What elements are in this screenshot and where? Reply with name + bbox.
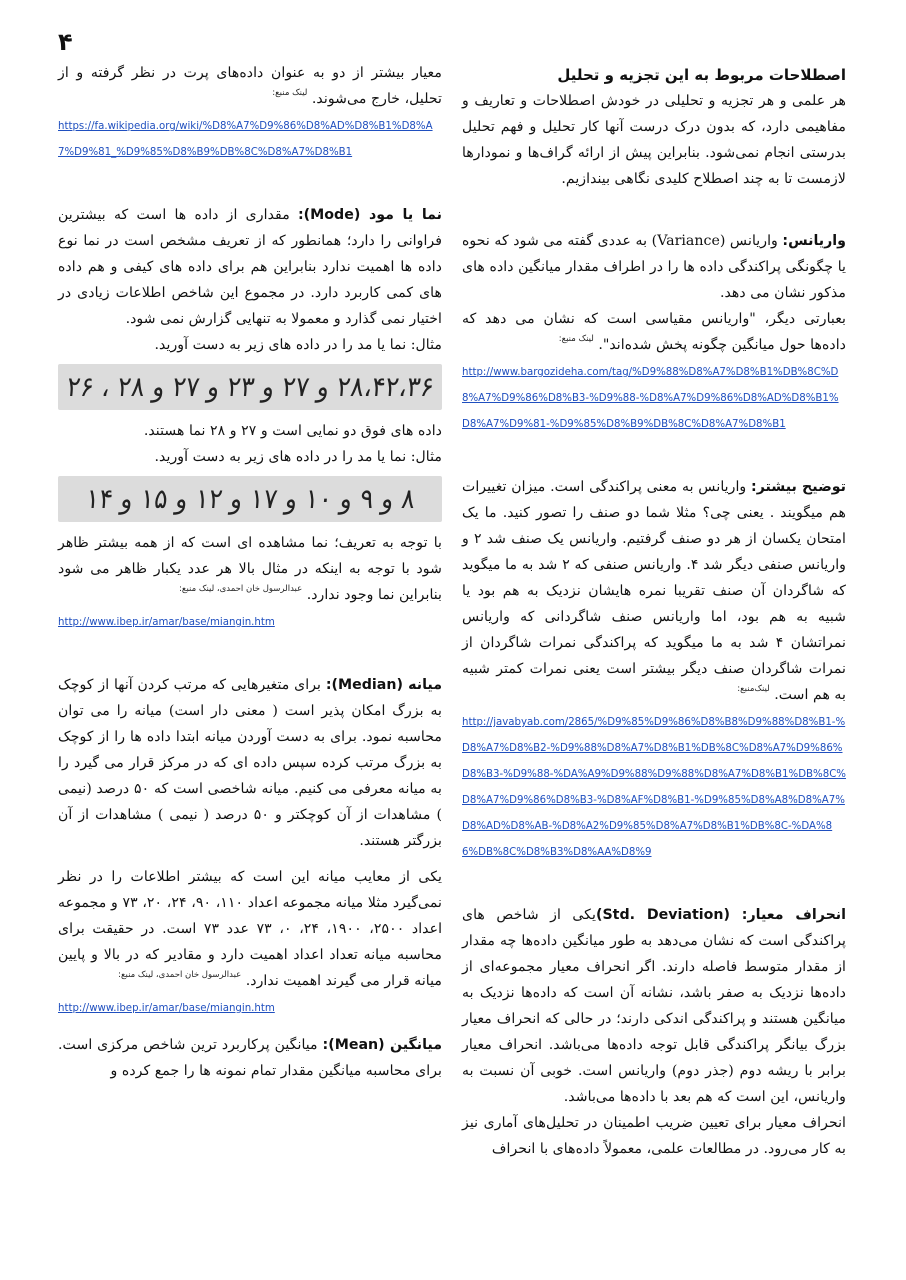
- handwritten-example-1: [58, 364, 442, 410]
- std-term: انحراف معیار:: [741, 907, 846, 923]
- mode-example-2: مثال: نما یا مد را در داده های زیر به دست آورید.: [154, 449, 442, 465]
- handwritten-numbers-1: ۲۸،۴۲،۳۶ و ۲۷ و ۲۳ و ۲۷ و ۲۸ ، ۲۶: [64, 370, 436, 403]
- variance-paragraph-2: [462, 306, 846, 360]
- std-term-en: (Std. Deviation): [595, 907, 742, 923]
- median-source-link[interactable]: http://www.ibep.ir/amar/base/miangin.htm: [58, 1003, 275, 1014]
- left-column: [58, 60, 442, 1084]
- continued-paragraph: [58, 60, 442, 114]
- source-label: لینک منبع:: [272, 88, 308, 98]
- median-paragraph: [58, 672, 442, 854]
- variance-source-link[interactable]: http://www.bargozideha.com/tag/%D9%88%D8%A7%D8%B1%DB%8C%D8%A7%D9%86%D8%B3-%D9%88-%D8%A7%D9%86%D8%AD%D8%B1%D8%A7%D9%81-%D9%85%D8%B9%DB%8C%D8%A7%D8%B1: [462, 367, 839, 430]
- mode-text: مقداری از داده ها است که بیشترین فراوانی را دارد؛ همانطور که از تعریف مشخص است در نما نوع داده ها اهمیت ندارد بنابراین هم برای داده های کیفی و هم داده های کمی کاربرد دارد. در مجموع این شاخص اطلاعات زیادی در اختیار نمی گذارد و معمولا به تنهایی گزارش نمی شود.: [58, 207, 442, 327]
- median-text: برای متغیرهایی که مرتب کردن آنها از کوچک به بزرگ امکان پذیر است ( معنی دار است) میانه را می توان محاسبه نمود. برای به دست آوردن میانه ابتدا داده ها را از کوچک به بزرگ مرتب کرده سپس داده ای که در مرکز قرار می گیرد را به میانه معرفی می کنیم. میانه شاخصی است که ۵۰ درصد (نیمی ) مشاهدات از آن کوچکتر و ۵۰ درصد ( نیمی ) مشاهدات از آن بزرگتر هستند.: [58, 677, 442, 849]
- source-label: لینک منبع:: [558, 334, 594, 344]
- mode-result-1: داده های فوق دو نمایی است و ۲۷ و ۲۸ نما هستند.: [143, 423, 442, 439]
- right-column: [462, 62, 846, 1162]
- explain-text: واریانس به معنی پراکندگی است. میزان تغییرات هم میگویند . یعنی چی؟ مثلا شما دو صنف را تصور کنید. ما یک امتحان یکسان از هر دو صنف گرفتیم. واریانس یک صنف شد ۲ و واریانس صنفی دیگر شد ۴. واریانس صنفی که ۲ شد به ما میگوید که شاگردان آن صنف تقریبا نمره هایشان نزدیک به هم بود یا شبیه به هم بود، اما واریانس صنف شاگردانی که واریانس نمراتشان ۴ شد به ما میگوید که پراکندگی نمرات شاگردان از نمرات شاگردان صنف دیگر بیشتر است یعنی نمرات کمتر شبیه به هم است.: [462, 479, 846, 703]
- mode-note: [58, 530, 442, 610]
- source-label: عبدالرسول خان احمدی، لینک منبع:: [179, 584, 303, 594]
- median-term: میانه (Median):: [325, 677, 442, 693]
- page-number: ۴: [58, 28, 73, 56]
- variance-text-2: بعبارتی دیگر، "واریانس مقیاسی است که نشان می دهد که داده‌ها حول میانگین چگونه پخش شده‌اند".: [462, 311, 846, 353]
- median-note-text: یکی از معایب میانه این است که بیشتر اطلاعات را در نظر نمی‌گیرد مثلا میانه مجموعه اعداد ۱۱۰، ۹۰، ۲۴، ۲۰، ۷۳ و مجموعه اعداد ۲۵۰۰، ۱۹۰۰، ۲۴، ۰، ۷۳ عدد ۷۳ است. در حقیقت برای محاسبه میانه تعداد اعداد اهمیت دارد و مقادیر که در بالا و پایین میانه قرار می گیرند اهمیت ندارد.: [58, 869, 443, 989]
- mean-term: میانگین (Mean):: [322, 1037, 442, 1053]
- section-title: اصطلاحات مربوط به این تجزیه و تحلیل: [557, 66, 846, 84]
- explain-paragraph: [462, 474, 846, 710]
- std-paragraph-2: انحراف معیار برای تعیین ضریب اطمینان در تحلیل‌های آماری نیز به کار می‌رود. در مطالعات علمی، معمولاً داده‌های با انحراف: [462, 1115, 846, 1157]
- std-text: یکی از شاخص های پراکندگی است که نشان می‌دهد به طور میانگین داده‌ها چه مقدار از مقدار متوسط فاصله دارند. اگر انحراف معیار مجموعه‌ای از داده‌ها نزدیک به صفر باشد، نشانه آن است که داده‌ها نزدیک به میانگین هستند و پراکندگی اندکی دارند؛ در حالی که انحراف معیار بزرگ بیانگر پراکندگی قابل توجه داده‌ها می‌باشد. انحراف معیار برابر با ریشه دوم (جذر دوم) واریانس است. خوبی آن نسبت به واریانس، این است که هم بعد با داده‌ها می‌باشد.: [462, 907, 846, 1105]
- handwritten-numbers-2: ۸ و ۹ و ۱۰ و ۱۷ و ۱۲ و ۱۵ و ۱۴: [83, 482, 417, 515]
- mean-text: میانگین پرکاربرد ترین شاخص مرکزی است. برای محاسبه میانگین مقدار تمام نمونه ها را جمع کرده و: [58, 1037, 442, 1079]
- variance-paragraph: [462, 228, 846, 306]
- mode-term: نما یا مود (Mode):: [298, 207, 442, 223]
- intro-paragraph: هر علمی و هر تجزیه و تحلیلی در خودش اصطلاحات و تعاریف و مفاهیمی دارد، که بدون درک درست آنها کار تحلیل و فهم تحلیل بدرستی انجام نمی‌شود. بنابراین پیش از ارائه گراف‌ها و نمودارها لازمست تا به چند اصطلاح کلیدی نگاهی بیندازیم.: [462, 93, 846, 187]
- wikipedia-source-link[interactable]: https://fa.wikipedia.org/wiki/%D8%A7%D9%86%D8%AD%D8%B1%D8%A7%D9%81_%D9%85%D8%B9%DB%8C%D8%A7%D8%B1: [58, 121, 433, 158]
- variance-text: واریانس (Variance) به عددی گفته می شود که نحوه یا چگونگی پراکندگی داده ها را در اطراف مقدار میانگین داده های مذکور نشان می دهد.: [462, 233, 846, 301]
- mean-paragraph: [58, 1032, 442, 1084]
- mode-source-link[interactable]: http://www.ibep.ir/amar/base/miangin.htm: [58, 617, 275, 628]
- std-paragraph: [462, 902, 846, 1110]
- continued-text: معیار بیشتر از دو به عنوان داده‌های پرت در نظر گرفته و از تحلیل، خارج می‌شوند.: [58, 65, 442, 107]
- median-note: [58, 864, 442, 996]
- source-label: عبدالرسول خان احمدی، لینک منبع:: [118, 970, 242, 980]
- explain-term: توضیح بیشتر:: [751, 479, 847, 495]
- variance-term: واریانس:: [782, 233, 846, 249]
- handwritten-example-2: [58, 476, 442, 522]
- explain-source-link[interactable]: http://javabyab.com/2865/%D9%85%D9%86%D8%B8%D9%88%D8%B1-%D8%A7%D8%B2-%D9%88%D8%A7%D8%B1%DB%8C%D8%A7%D9%86%D8%B3-%D9%88-%DA%A9%D9%88%D9%88%D8%A7%D8%B1%DB%8C%D8%A7%D9%86%D8%B3-%D8%AF%D8%B1-%D9%85%D8%A8%D8%A7%D8%AD%D8%AB-%D8%A2%D9%85%D8%A7%D8%B1%DB%8C-%DA%86%DB%8C%D8%B3%D8%AA%D8%9: [462, 717, 846, 858]
- source-label: لینک‌منبع:: [737, 684, 770, 694]
- mode-note-text: با توجه به تعریف؛ نما مشاهده ای است که از همه بیشتر ظاهر شود با توجه به اینکه در مثال بالا هر عدد یکبار ظاهر می شود بنابراین نما وجود ندارد.: [58, 535, 442, 603]
- mode-paragraph: [58, 202, 442, 332]
- mode-example-1: مثال: نما یا مد را در داده های زیر به دست آورید.: [154, 337, 442, 353]
